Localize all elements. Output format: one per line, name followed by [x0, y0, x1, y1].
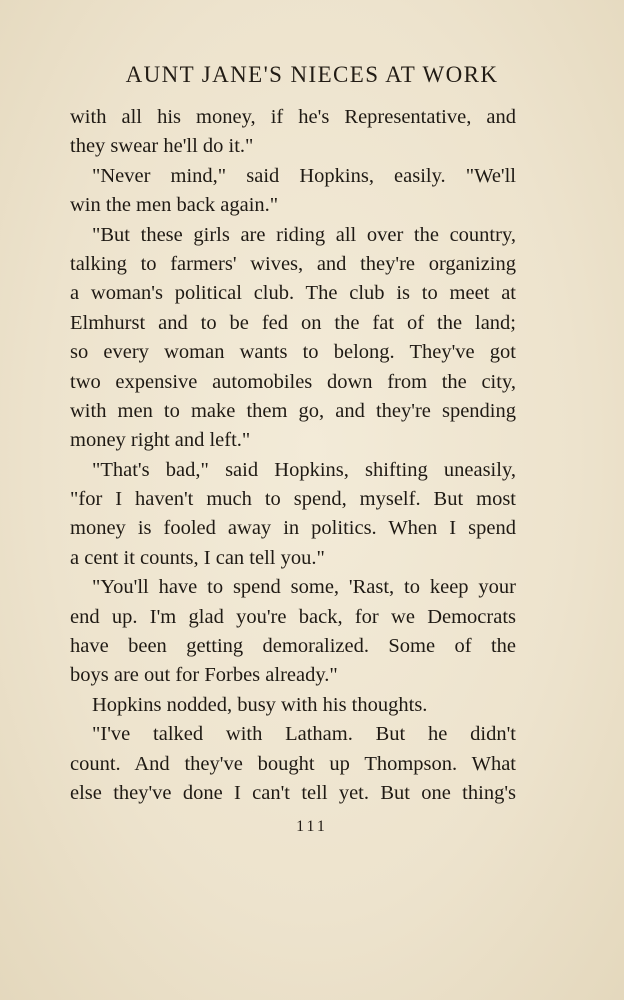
text-line: "You'll have to spend some, 'Rast, to keep your	[92, 576, 516, 599]
text-line: a cent it counts, I can tell you."	[70, 546, 325, 569]
text-line: with all his money, if he's Representative, and	[70, 106, 516, 128]
text-line: "But these girls are riding all over the country,	[92, 223, 516, 246]
text-line: "That's bad," said Hopkins, shifting uneasily,	[92, 458, 516, 481]
text-line: money is fooled away in politics. When I spend	[70, 517, 516, 540]
text-line: boys are out for Forbes already."	[70, 664, 338, 687]
text-line: Hopkins nodded, busy with his thoughts.	[92, 693, 428, 716]
text-line: talking to farmers' wives, and they're organizing	[70, 252, 516, 275]
text-line: "Never mind," said Hopkins, easily. "We'll	[92, 164, 516, 187]
text-line: with men to make them go, and they're spending	[70, 399, 516, 422]
page-number: 111	[296, 818, 328, 835]
text-line: count. And they've bought up Thompson. What	[70, 752, 516, 775]
text-line: else they've done I can't tell yet. But one thing's	[70, 781, 516, 804]
text-line: "I've talked with Latham. But he didn't	[92, 723, 516, 746]
body-text	[70, 103, 516, 808]
text-line: they swear he'll do it."	[70, 135, 254, 158]
text-line: money right and left."	[70, 429, 251, 452]
text-line: so every woman wants to belong. They've got	[70, 341, 516, 364]
text-line: win the men back again."	[70, 194, 279, 217]
text-line: two expensive automobiles down from the city,	[70, 370, 516, 393]
text-line: "for I haven't much to spend, myself. But most	[70, 488, 516, 511]
text-line: Elmhurst and to be fed on the fat of the land;	[70, 311, 516, 334]
text-line: have been getting demoralized. Some of the	[70, 635, 516, 658]
running-head: AUNT JANE'S NIECES AT WORK	[125, 62, 499, 87]
text-line: a woman's political club. The club is to meet at	[70, 282, 516, 305]
text-line: end up. I'm glad you're back, for we Democrats	[70, 605, 516, 628]
